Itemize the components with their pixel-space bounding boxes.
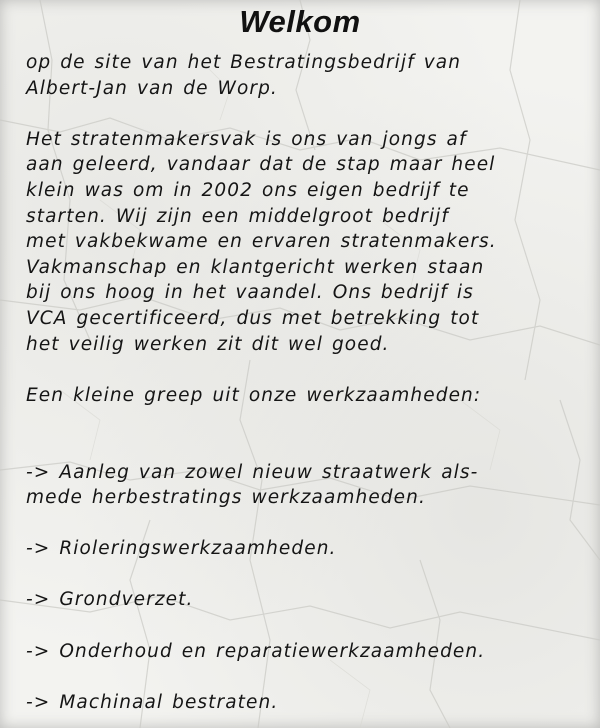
service-item-machinaal: -> Machinaal bestraten.: [26, 691, 279, 713]
about-line: met vakbekwame en ervaren stratenmakers.: [26, 231, 497, 253]
service-item-onderhoud: -> Onderhoud en reparatiewerkzaamheden.: [26, 640, 486, 662]
service-item-riolering: -> Rioleringswerkzaamheden.: [26, 538, 337, 560]
paragraph-gap: [26, 613, 586, 639]
paragraph-gap: [26, 511, 586, 537]
service-item-aanleg: -> Aanleg van zowel nieuw straatwerk als-: [26, 461, 479, 483]
service-item-aanleg-continued: mede herbestratings werkzaamheden.: [26, 487, 426, 509]
about-line: klein was om in 2002 ons eigen bedrijf te: [26, 179, 470, 201]
about-line: aan geleerd, vandaar dat de stap maar heel: [26, 154, 496, 176]
intro-line: op de site van het Bestratingsbedrijf van: [26, 52, 462, 73]
services-heading: Een kleine greep uit onze werkzaamheden:: [26, 384, 482, 406]
about-line: starten. Wij zijn een middelgroot bedrijf: [26, 205, 450, 227]
intro-line: Albert-Jan van de Worp.: [26, 77, 278, 99]
paragraph-gap: [26, 101, 586, 127]
paragraph-gap: [26, 664, 586, 690]
about-line: Het stratenmakersvak is ons van jongs af: [26, 128, 467, 150]
service-item-grondverzet: -> Grondverzet.: [26, 589, 194, 611]
paragraph-gap: [26, 357, 586, 383]
about-line: het veilig werken zit dit wel goed.: [26, 333, 390, 355]
about-line: VCA gecertificeerd, dus met betrekking tot: [26, 307, 480, 329]
welcome-text: [26, 50, 586, 715]
about-line: bij ons hoog in het vaandel. Ons bedrijf is: [26, 282, 474, 304]
about-line: Vakmanschap en klantgericht werken staan: [26, 256, 485, 278]
page-title: Welkom: [239, 4, 361, 39]
paragraph-gap: [26, 408, 586, 459]
paragraph-gap: [26, 562, 586, 588]
